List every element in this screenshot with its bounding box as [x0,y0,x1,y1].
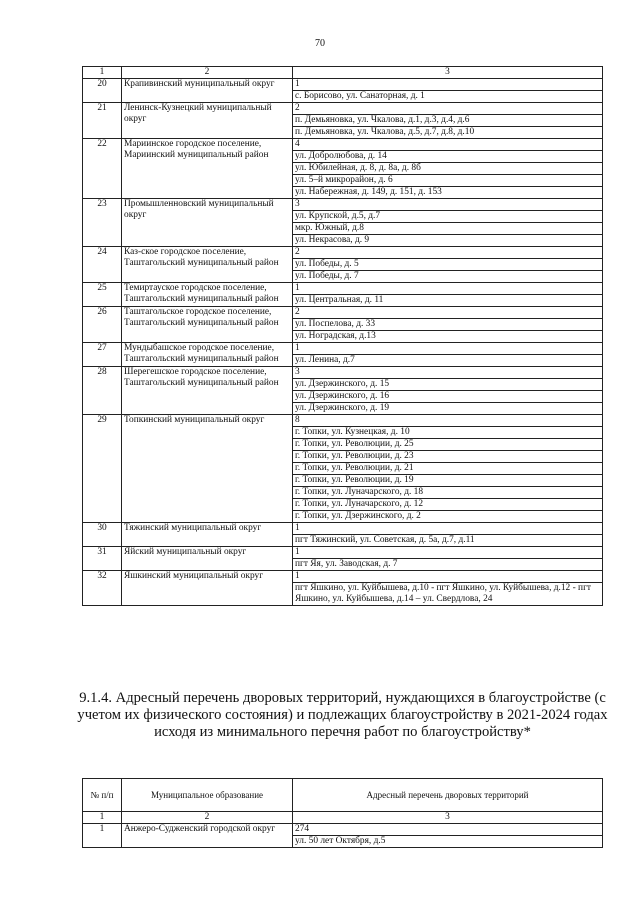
row-number: 23 [83,199,122,247]
address-count: 3 [293,199,603,211]
header-number-cell: 3 [293,67,603,79]
address-cell: г. Топки, ул. Дзержинского, д. 2 [293,511,603,523]
municipality-cell: Мариинское городское поселение, Мариинский муниципальный район [122,139,293,199]
municipality-cell: Крапивинский муниципальный округ [122,79,293,103]
address-count: 3 [293,367,603,379]
address-cell: ул. Дзержинского, д. 16 [293,391,603,403]
address-cell: ул. Крупской, д.5, д.7 [293,211,603,223]
table-number-row [83,812,603,824]
municipality-cell: Мундыбашское городское поселение, Таштагольский муниципальный район [122,343,293,367]
table-row [83,199,603,211]
address-cell: ул. Поспелова, д. 33 [293,319,603,331]
column-header-municipality: Муниципальное образование [122,779,293,812]
address-cell: ул. Набережная, д. 149, д. 151, д. 153 [293,187,603,199]
column-header-addresses: Адресный перечень дворовых территорий [293,779,603,812]
row-number: 20 [83,79,122,103]
row-number: 31 [83,547,122,571]
address-count: 1 [293,523,603,535]
row-number: 25 [83,283,122,307]
address-count: 1 [293,571,603,583]
address-cell: г. Топки, ул. Луначарского, д. 18 [293,487,603,499]
header-number-cell: 2 [122,812,293,824]
address-count: 2 [293,247,603,259]
address-cell: пгт Яя, ул. Заводская, д. 7 [293,559,603,571]
address-count: 1 [293,283,603,295]
address-cell: г. Топки, ул. Революции, д. 19 [293,475,603,487]
table-row [83,547,603,559]
address-cell: ул. Ленина, д.7 [293,355,603,367]
addresses-table [82,66,603,606]
address-cell: ул. Дзержинского, д. 15 [293,379,603,391]
address-count: 1 [293,547,603,559]
address-cell: пгт Яшкино, ул. Куйбышева, д.10 - пгт Яшкино, ул. Куйбышева, д.12 - пгт Яшкино, ул. Куйбышева, д.14 – ул. Свердлова, 24 [293,583,603,606]
address-cell: г. Топки, ул. Революции, д. 21 [293,463,603,475]
table-row [83,343,603,355]
address-cell: ул. 5–й микрорайон, д. 6 [293,175,603,187]
address-cell: ул. Юбилейная, д. 8, д. 8а, д. 8б [293,163,603,175]
table-row [83,307,603,319]
address-cell: ул. Центральная, д. 11 [293,295,603,307]
address-cell: ул. Добролюбова, д. 14 [293,151,603,163]
address-count: 1 [293,343,603,355]
address-count: 2 [293,307,603,319]
address-cell: г. Топки, ул. Революции, д. 23 [293,451,603,463]
section-heading: 9.1.4. Адресный перечень дворовых территорий, нуждающихся в благоустройстве (с учетом их физического состояния) и подлежащих благоустройству в 2021-2024 годах исходя из минимального перечня работ по благоустройству* [77,690,608,740]
yard-territories-table [82,778,603,848]
municipality-cell: Анжеро-Судженский городской округ [122,824,293,848]
address-cell: ул. 50 лет Октября, д.5 [293,836,603,848]
municipality-cell: Яшкинский муниципальный округ [122,571,293,606]
address-cell: п. Демьяновка, ул. Чкалова, д.5, д.7, д.8, д.10 [293,127,603,139]
address-cell: пгт Тяжинский, ул. Советская, д. 5а, д.7, д.11 [293,535,603,547]
address-cell: ул. Ноградская, д.13 [293,331,603,343]
table-row [83,523,603,535]
row-number: 26 [83,307,122,343]
address-cell: г. Топки, ул. Революции, д. 25 [293,439,603,451]
address-cell: г. Топки, ул. Кузнецкая, д. 10 [293,427,603,439]
address-count: 274 [293,824,603,836]
table-row [83,571,603,583]
address-cell: мкр. Южный, д.8 [293,223,603,235]
address-count: 4 [293,139,603,151]
row-number: 21 [83,103,122,139]
row-number: 32 [83,571,122,606]
table-row [83,824,603,836]
header-number-cell: 2 [122,67,293,79]
column-header-number: № п/п [83,779,122,812]
address-cell: ул. Дзержинского, д. 19 [293,403,603,415]
municipality-cell: Промышленновский муниципальный округ [122,199,293,247]
header-number-cell: 1 [83,812,122,824]
row-number: 22 [83,139,122,199]
municipality-cell: Темиртауское городское поселение, Таштагольский муниципальный район [122,283,293,307]
row-number: 24 [83,247,122,283]
municipality-cell: Таштагольское городское поселение, Таштагольский муниципальный район [122,307,293,343]
address-count: 2 [293,103,603,115]
municipality-cell: Шерегешское городское поселение, Таштагольский муниципальный район [122,367,293,415]
municipality-cell: Топкинский муниципальный округ [122,415,293,523]
municipality-cell: Тяжинский муниципальный округ [122,523,293,547]
address-cell: п. Демьяновка, ул. Чкалова, д.1, д.3, д.4, д.6 [293,115,603,127]
municipality-cell: Каз‑ское городское поселение, Таштагольский муниципальный район [122,247,293,283]
table-row [83,367,603,379]
table-row [83,283,603,295]
address-count: 1 [293,79,603,91]
address-cell: с. Борисово, ул. Санаторная, д. 1 [293,91,603,103]
table-row [83,139,603,151]
municipality-cell: Яйский муниципальный округ [122,547,293,571]
header-number-cell: 1 [83,67,122,79]
municipality-cell: Ленинск-Кузнецкий муниципальный округ [122,103,293,139]
row-number: 30 [83,523,122,547]
address-cell: г. Топки, ул. Луначарского, д. 12 [293,499,603,511]
table-row [83,247,603,259]
page-number: 70 [315,38,325,49]
row-number: 27 [83,343,122,367]
header-number-cell: 3 [293,812,603,824]
address-cell: ул. Победы, д. 5 [293,259,603,271]
table-row [83,79,603,91]
row-number: 28 [83,367,122,415]
address-cell: ул. Победы, д. 7 [293,271,603,283]
table-row [83,103,603,115]
table-header-row [83,779,603,812]
row-number: 1 [83,824,122,848]
row-number: 29 [83,415,122,523]
table-number-row [83,67,603,79]
address-count: 8 [293,415,603,427]
table-row [83,415,603,427]
address-cell: ул. Некрасова, д. 9 [293,235,603,247]
